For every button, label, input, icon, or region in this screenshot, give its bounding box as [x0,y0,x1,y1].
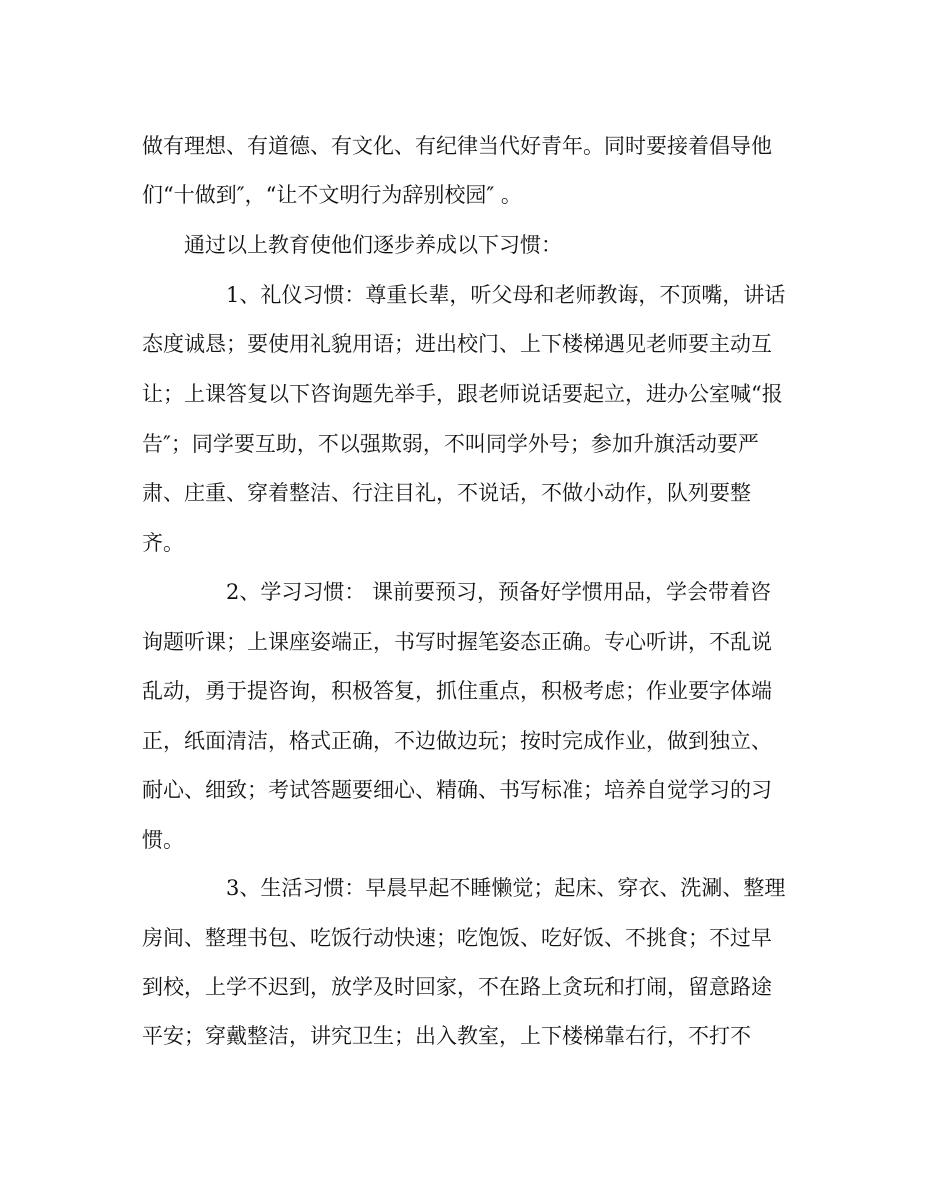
paragraph-etiquette-heading: 1、礼仪习惯：尊重长辈，听父母和老师教诲，不顶嘴，讲话 [226,283,786,307]
text-line: 正，纸面清洁，格式正确，不边做边玩；按时完成作业，做到独立、 [142,729,772,753]
text-line: 态度诚恳；要使用礼貌用语；进出校门、上下楼梯遇见老师要主动互 [142,332,772,356]
paragraph-life-heading: 3、生活习惯：早晨早起不睡懒觉；起床、穿衣、洗涮、整理 [226,876,786,900]
text-line: 惯。 [142,828,184,852]
text-line: 们“十做到″，“让不文明行为辞别校园″ 。 [142,183,522,207]
text-line: 房间、整理书包、吃饭行动快速；吃饱饭、吃好饭、不挑食；不过早 [142,926,772,950]
text-line: 乱动，勇于提咨询，积极答复，抓住重点，积极考虑；作业要字体端 [142,679,772,703]
text-line: 让；上课答复以下咨询题先举手，跟老师说话要起立，进办公室喊“报 [142,382,783,406]
text-line: 平安；穿戴整洁，讲究卫生；出入教室，上下楼梯靠右行，不打不 [142,1024,751,1048]
paragraph-study-heading: 2、学习习惯： 课前要预习，预备好学惯用品，学会带着咨 [226,580,772,604]
text-line: 告″；同学要互助，不以强欺弱，不叫同学外号；参加升旗活动要严 [142,432,759,456]
text-line: 耐心、细致；考试答题要细心、精确、书写标准；培养自觉学习的习 [142,778,772,802]
text-line: 询题听课；上课座姿端正，书写时握笔姿态正确。专心听讲，不乱说 [142,630,772,654]
text-line: 做有理想、有道德、有文化、有纪律当代好青年。同时要接着倡导他 [142,134,772,158]
text-line: 齐。 [142,531,184,555]
text-line: 到校，上学不迟到，放学及时回家，不在路上贪玩和打闹，留意路途 [142,975,772,999]
text-line: 肃、庄重、穿着整洁、行注目礼，不说话，不做小动作，队列要整 [142,481,751,505]
paragraph-intro: 通过以上教育使他们逐步养成以下习惯： [184,233,562,257]
